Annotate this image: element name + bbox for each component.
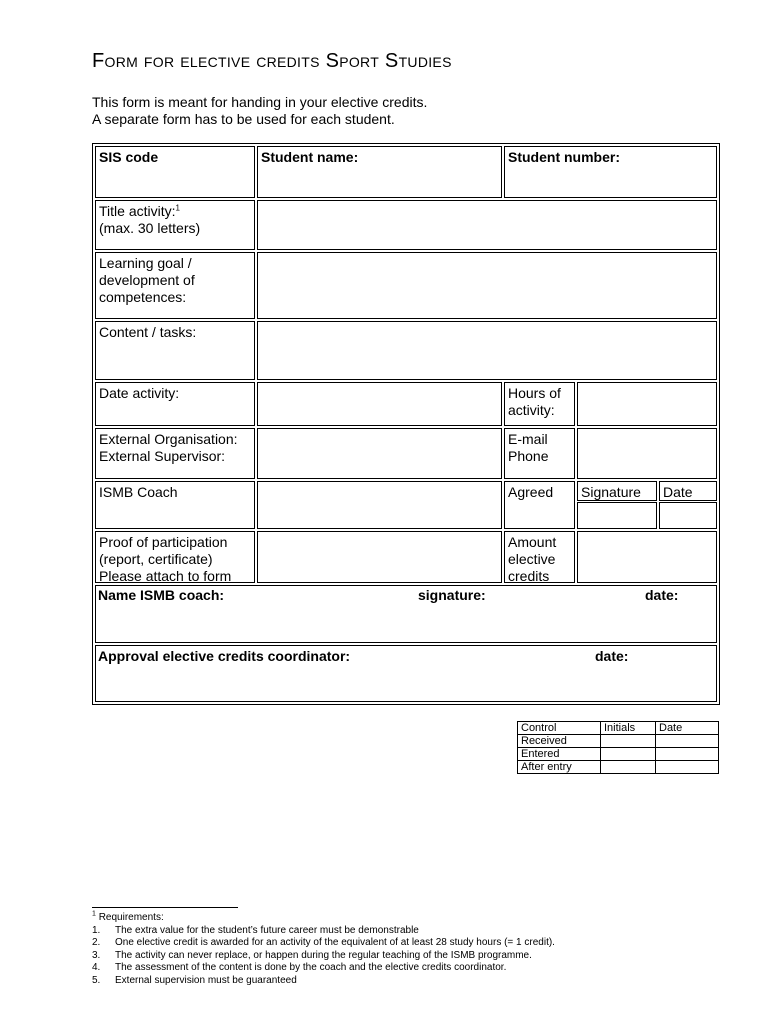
amount-label-cell [504,531,575,583]
title-activity-input[interactable] [257,200,717,250]
footnote-item [92,925,555,938]
footnote-ref: 1 [175,203,180,213]
title-activity-note: (max. 30 letters) [99,220,201,236]
approval-field[interactable] [95,645,717,702]
agreed-label: Agreed [508,484,554,500]
amount-line-1: Amount [508,534,557,550]
control-initials-cell[interactable] [601,761,656,774]
learning-goal-input[interactable] [257,252,717,319]
footnote-item [92,937,555,950]
control-table-header [518,722,719,735]
phone-label: Phone [508,448,549,464]
student-number-label: Student number: [508,149,620,165]
control-row-after-entry [518,761,719,774]
hours-label-cell [504,382,575,426]
contact-input[interactable] [577,428,717,479]
footnote-separator [92,907,238,908]
hours-input[interactable] [577,382,717,426]
amount-line-2: elective [508,551,556,567]
coach-date-label: date: [645,587,679,603]
agreed-signature-input[interactable] [577,502,657,529]
name-coach-label: Name ISMB coach: [98,587,225,603]
email-label: E-mail [508,431,548,447]
footnote-heading [92,912,555,925]
content-tasks-input[interactable] [257,321,717,380]
date-activity-label: Date activity: [99,385,180,401]
footnote-item [92,975,555,988]
page-title: Form for elective credits Sport Studies [92,50,452,72]
footnote-item-text: External supervision must be guaranteed [115,974,297,986]
intro-line-1: This form is meant for handing in your elective credits. [92,94,428,110]
control-header-date: Date [656,722,719,735]
footnote-item-number: 5. [92,974,101,986]
control-header-control: Control [518,722,601,735]
footnote-item-text: The extra value for the student’s future career must be demonstrable [115,924,419,936]
amount-line-3: credits [508,568,550,583]
coach-signoff-field[interactable] [95,585,717,643]
title-activity-label-cell [95,200,255,250]
external-org-input[interactable] [257,428,502,479]
control-row-label: Received [518,735,601,748]
contact-label-cell [504,428,575,479]
proof-label-cell [95,531,255,583]
content-tasks-label-cell [95,321,255,380]
control-header-initials: Initials [601,722,656,735]
content-tasks-label: Content / tasks: [99,324,197,340]
signature-header [577,481,657,501]
date-activity-label-cell [95,382,255,426]
date-label: Date [663,484,693,500]
footnote-marker: 1 [92,910,96,918]
footnote-item-text: The activity can never replace, or happen during the regular teaching of the ISMB programme. [115,949,532,961]
student-name-label: Student name: [261,149,359,165]
hours-line-2: activity: [508,402,555,418]
footnote-heading-text: Requirements: [98,912,164,923]
hours-line-1: Hours of [508,385,561,401]
footnote-item-text: The assessment of the content is done by the coach and the elective credits coordinator. [115,962,507,973]
footnote-item-text: One elective credit is awarded for an activity of the equivalent of at least 28 study hours (= 1 credit). [115,937,555,948]
control-initials-cell[interactable] [601,748,656,761]
footnote-item [92,950,555,963]
control-date-cell[interactable] [656,748,719,761]
learning-goal-line-3: competences: [99,289,187,305]
learning-goal-line-1: Learning goal / [99,255,192,271]
approval-date-label: date: [595,648,629,664]
footnote-item-number: 3. [92,949,101,961]
footnote-item-number: 4. [92,962,101,973]
control-date-cell[interactable] [656,761,719,774]
control-date-cell[interactable] [656,735,719,748]
footnote-item-number: 1. [92,924,101,936]
footnotes [92,912,555,987]
footnote-item-number: 2. [92,937,101,948]
control-initials-cell[interactable] [601,735,656,748]
proof-input[interactable] [257,531,502,583]
approval-label: Approval elective credits coordinator: [98,648,351,664]
intro-text [92,94,427,128]
student-number-field[interactable] [504,146,717,198]
coach-signature-label: signature: [418,587,486,603]
control-row-entered [518,748,719,761]
ismb-coach-label: ISMB Coach [99,484,178,500]
proof-line-1: Proof of participation [99,534,228,550]
control-row-label: Entered [518,748,601,761]
date-activity-input[interactable] [257,382,502,426]
signature-label: Signature [581,484,641,500]
ismb-coach-input[interactable] [257,481,502,529]
external-sup-label: External Supervisor: [99,448,226,464]
amount-input[interactable] [577,531,717,583]
proof-line-2: (report, certificate) [99,551,213,567]
footnote-item [92,962,555,975]
date-header [659,481,717,501]
external-org-label-cell [95,428,255,479]
ismb-coach-label-cell [95,481,255,529]
intro-line-2: A separate form has to be used for each student. [92,111,395,127]
proof-line-3: Please attach to form [99,568,232,583]
title-activity-label: Title activity: [99,203,176,219]
student-name-field[interactable] [257,146,502,198]
learning-goal-line-2: development of [99,272,195,288]
learning-goal-label-cell [95,252,255,319]
sis-code-label: SIS code [99,149,159,165]
control-row-received [518,735,719,748]
agreed-date-input[interactable] [659,502,717,529]
control-table [517,721,719,774]
control-row-label: After entry [518,761,601,774]
agreed-label-cell [504,481,575,529]
sis-code-field[interactable] [95,146,255,198]
external-org-label: External Organisation: [99,431,238,447]
